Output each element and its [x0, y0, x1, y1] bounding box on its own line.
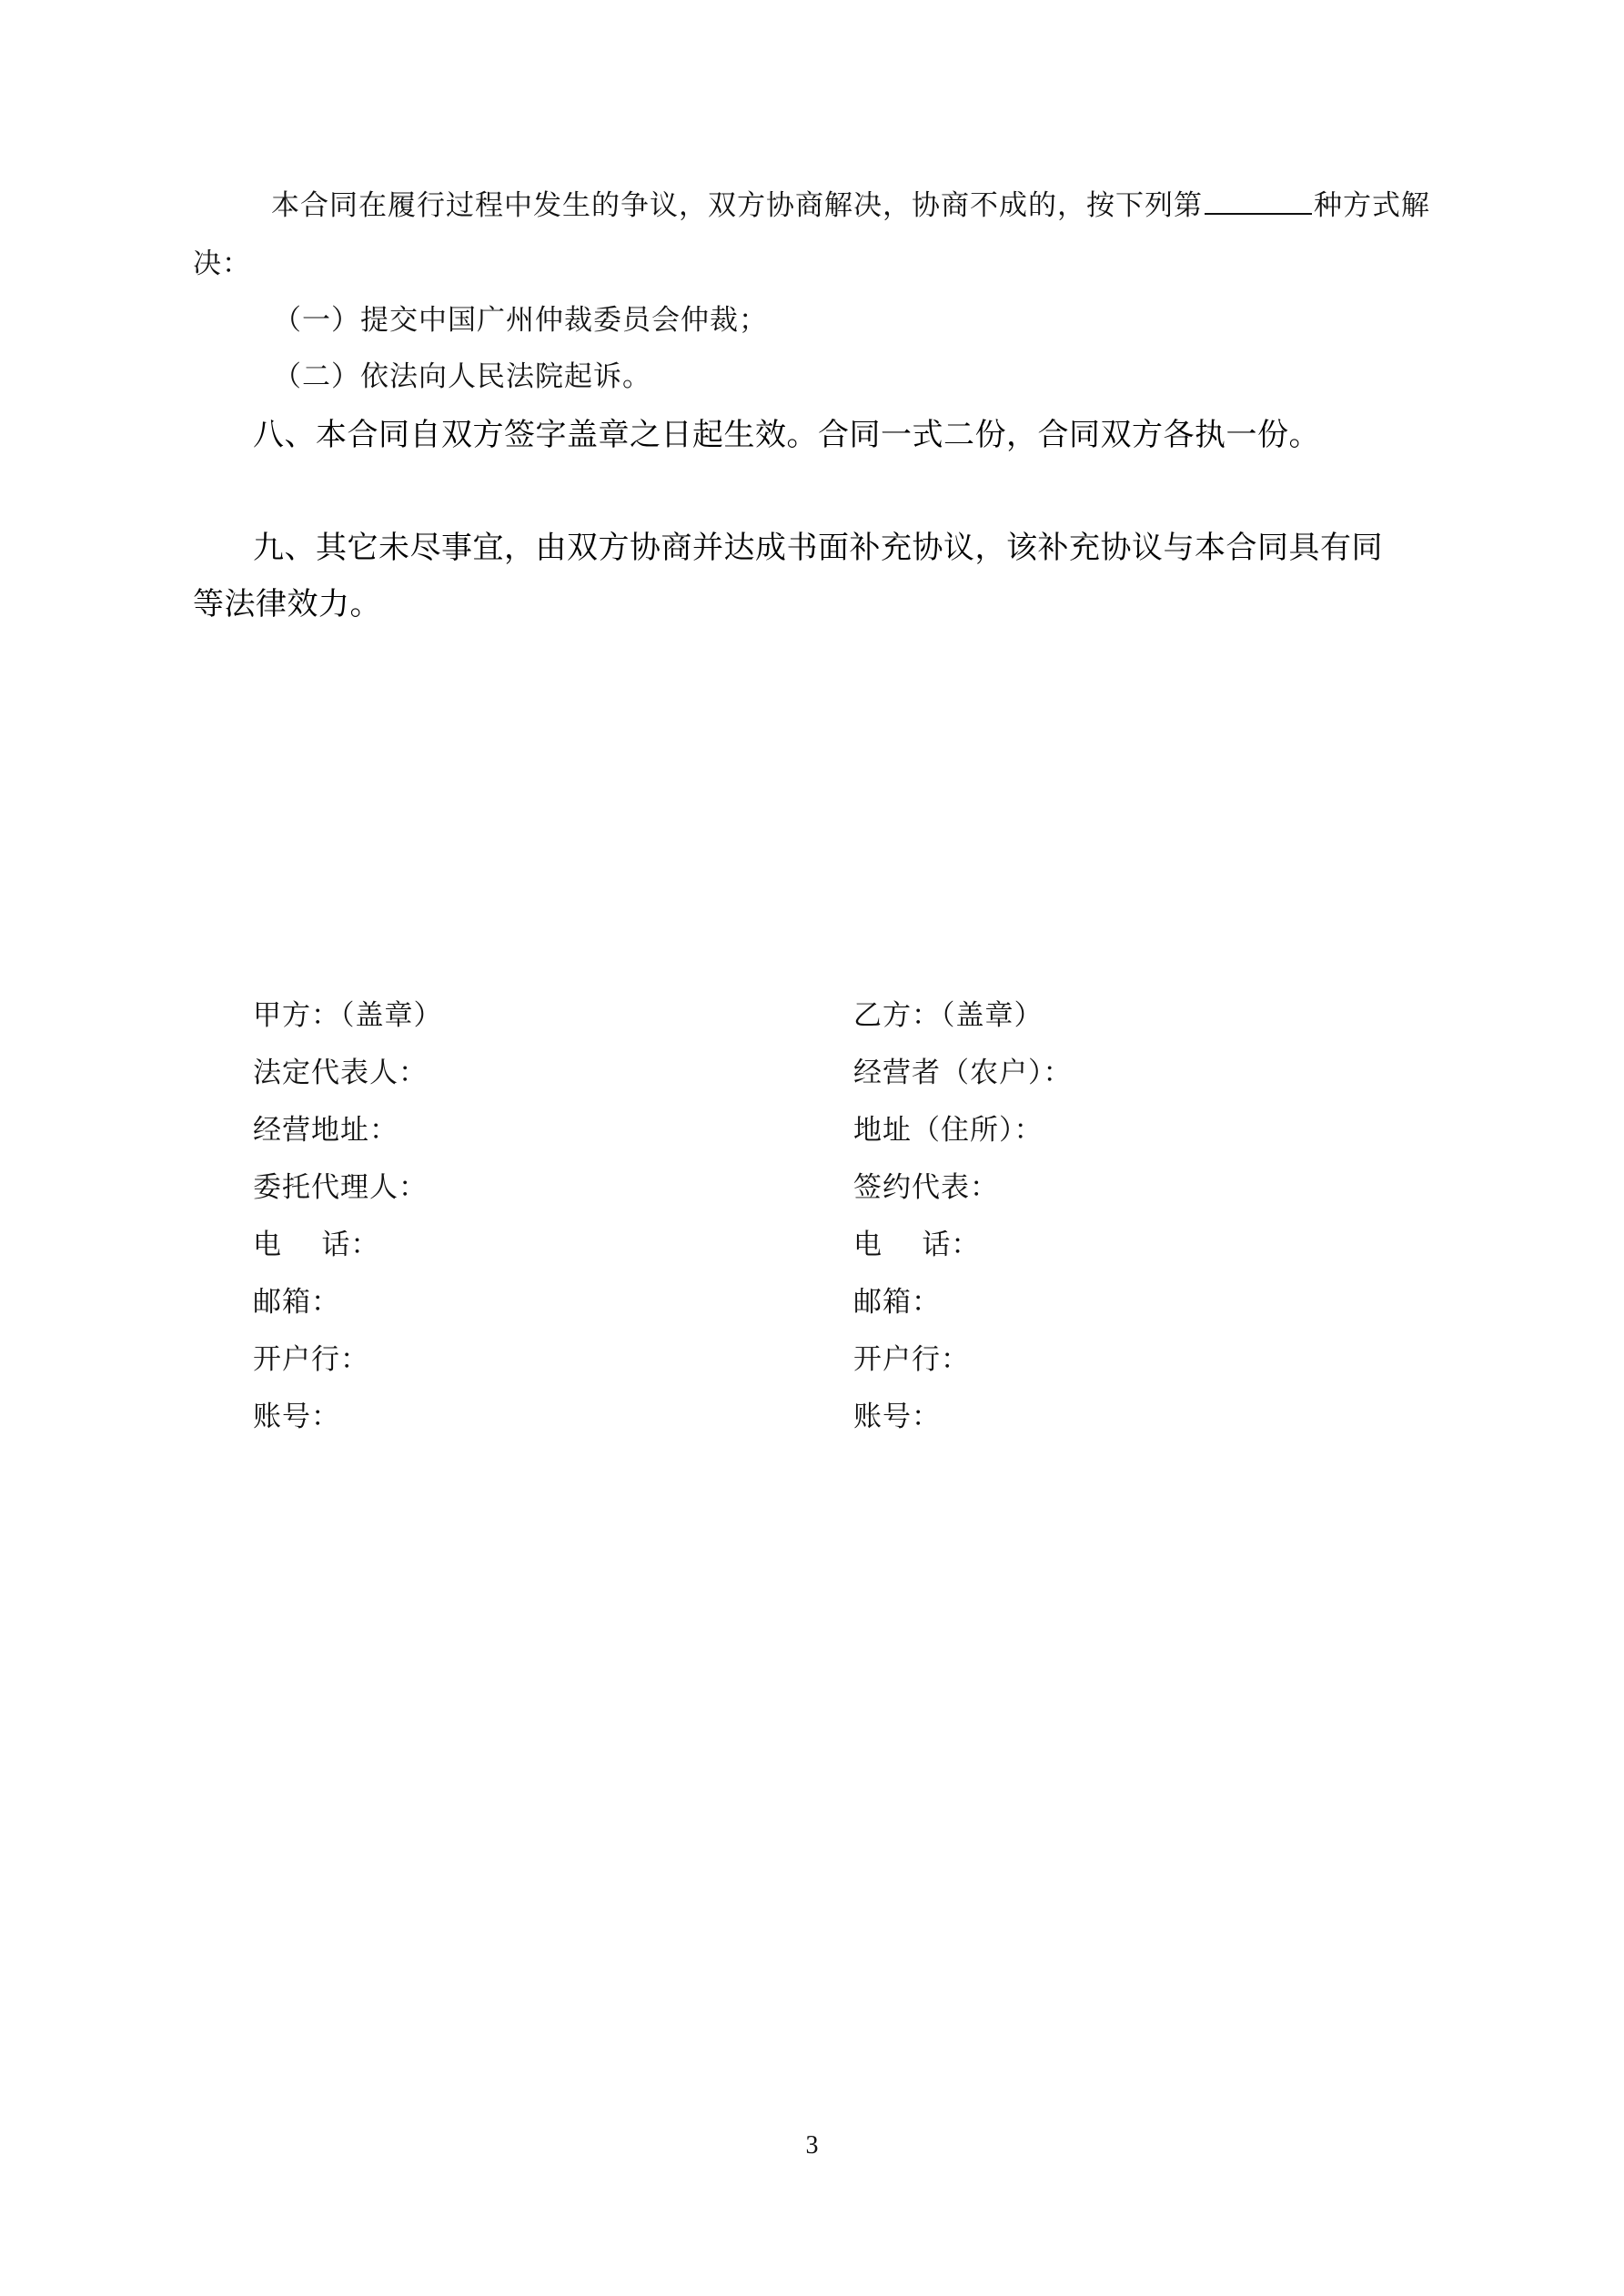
party-b-phone: 电 话： [853, 1229, 981, 1261]
clause-9-line-2: 等法律效力。 [193, 586, 381, 622]
party-b-seal: 乙方：（盖章） [853, 999, 1044, 1032]
party-a-agent: 委托代理人： [253, 1171, 428, 1204]
dispute-line-1 [271, 187, 1430, 224]
method-choice-blank[interactable] [1205, 189, 1312, 215]
dispute-text-before-blank: 本合同在履行过程中发生的争议，双方协商解决，协商不成的，按下列第 [271, 189, 1203, 222]
party-a-account: 账号： [253, 1401, 340, 1433]
party-b-address: 地址（住所）： [853, 1114, 1044, 1147]
party-b-account: 账号： [853, 1401, 941, 1433]
party-b-email: 邮箱： [853, 1286, 941, 1319]
party-b-bank: 开户行： [853, 1343, 970, 1376]
page-number: 3 [805, 2131, 819, 2159]
dispute-option-2: （二）依法向人民法院起诉。 [273, 360, 651, 393]
party-b-operator: 经营者（农户）： [853, 1057, 1073, 1089]
party-a-address: 经营地址： [253, 1114, 398, 1147]
party-a-bank: 开户行： [253, 1343, 369, 1376]
clause-8: 八、本合同自双方签字盖章之日起生效。合同一式二份，合同双方各执一份。 [253, 417, 1320, 453]
dispute-line-2: 决： [193, 248, 251, 280]
dispute-text-after-blank: 种方式解 [1314, 189, 1430, 222]
party-a-seal: 甲方：（盖章） [253, 999, 443, 1032]
party-a-phone: 电 话： [253, 1229, 380, 1261]
party-a-legal-rep: 法定代表人： [253, 1057, 428, 1089]
dispute-option-1: （一）提交中国广州仲裁委员会仲裁； [273, 304, 768, 337]
party-a-email: 邮箱： [253, 1286, 340, 1319]
party-b-representative: 签约代表： [853, 1171, 999, 1204]
clause-9-line-1: 九、其它未尽事宜，由双方协商并达成书面补充协议，该补充协议与本合同具有同 [253, 530, 1383, 566]
